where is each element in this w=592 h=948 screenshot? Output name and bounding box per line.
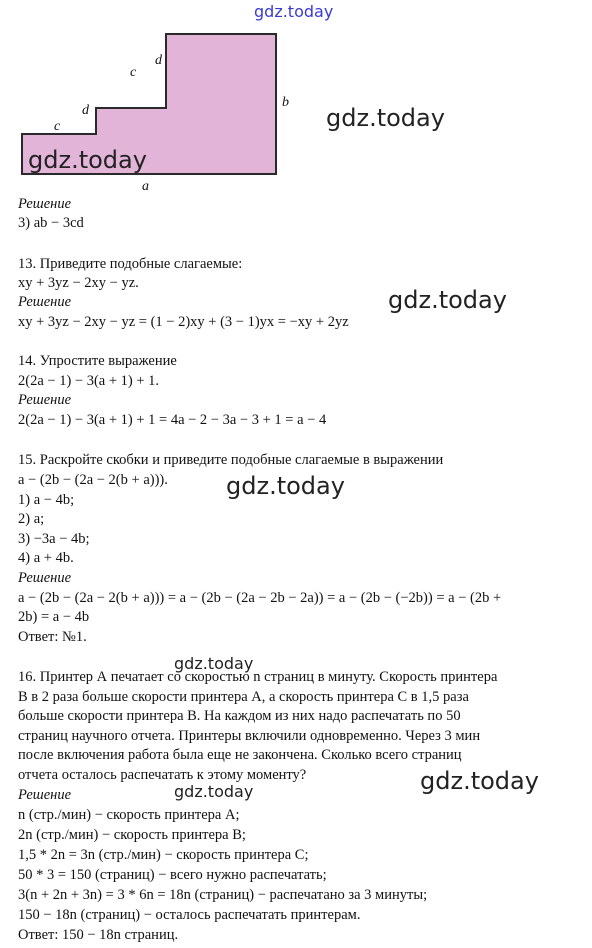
answer-15: Ответ: №1. — [18, 629, 87, 645]
watermark-p16-right: gdz.today — [420, 767, 539, 795]
task-15-title: 15. Раскройте скобки и приведите подобные слагаемые в выражении — [18, 452, 444, 468]
task-16-line-6: отчета осталось распечатать к этому моменту? — [18, 767, 307, 783]
task-16-line-3: больше скорости принтера В. На каждом из них надо распечатать по 50 — [18, 708, 461, 724]
solution-heading-13: Решение — [18, 294, 72, 310]
task-15-option-3: 3) −3a − 4b; — [18, 531, 90, 547]
staircase-figure — [14, 30, 314, 200]
answer-16: Ответ: 150 − 18n страниц. — [18, 927, 179, 943]
label-c-bottom: c — [54, 119, 61, 134]
task-15-option-1: 1) a − 4b; — [18, 492, 75, 508]
watermark-p16-top: gdz.today — [174, 654, 254, 673]
solution-16-line-1: n (стр./мин) − скорость принтера А; — [18, 807, 240, 823]
task-15-option-2: 2) a; — [18, 511, 45, 527]
solution-13: xy + 3yz − 2xy − yz = (1 − 2)xy + (3 − 1)yx = −xy + 2yz — [18, 314, 349, 330]
solution-15-line-2: 2b) = a − 4b — [18, 609, 90, 625]
task-14-title: 14. Упростите выражение — [18, 353, 177, 369]
task-14-expression: 2(2a − 1) − 3(a + 1) + 1. — [18, 373, 160, 389]
task-13-expression: xy + 3yz − 2xy − yz. — [18, 275, 139, 291]
task-15-option-4: 4) a + 4b. — [18, 550, 74, 566]
label-d-bottom: d — [82, 103, 89, 118]
solution-heading-14: Решение — [18, 392, 72, 408]
solution-16-line-6: 150 − 18n (страниц) − осталось распечатать принтерам. — [18, 907, 361, 923]
watermark-p13: gdz.today — [388, 286, 507, 314]
label-b: b — [282, 95, 289, 110]
solution-14: 2(2a − 1) − 3(a + 1) + 1 = 4a − 2 − 3a − 3 + 1 = a − 4 — [18, 412, 327, 428]
task-13-title: 13. Приведите подобные слагаемые: — [18, 256, 243, 272]
watermark-p16-solution: gdz.today — [174, 782, 254, 801]
task-15-expression: a − (2b − (2a − 2(b + a))). — [18, 472, 168, 488]
solution-16-line-4: 50 * 3 = 150 (страниц) − всего нужно распечатать; — [18, 867, 327, 883]
solution-16-line-2: 2n (стр./мин) − скорость принтера В; — [18, 827, 246, 843]
label-a: a — [142, 179, 149, 194]
watermark-top: gdz.today — [254, 2, 334, 21]
watermark-figure-right: gdz.today — [326, 104, 445, 132]
task-16-line-5: после включения работа была еще не закончена. Сколько всего страниц — [18, 747, 462, 763]
watermark-figure-left: gdz.today — [28, 146, 147, 174]
label-c-top: c — [130, 65, 137, 80]
label-d-top: d — [155, 53, 162, 68]
answer-12: 3) ab − 3cd — [18, 215, 84, 231]
solution-heading-12: Решение — [18, 196, 72, 212]
task-16-line-4: страниц научного отчета. Принтеры включили одновременно. Через 3 мин — [18, 728, 481, 744]
solution-15-line-1: a − (2b − (2a − 2(b + a))) = a − (2b − (2a − 2b − 2a)) = a − (2b − (−2b)) = a − (2b + — [18, 590, 502, 606]
solution-heading-15: Решение — [18, 570, 72, 586]
task-16-line-2: В в 2 раза больше скорости принтера А, а скорость принтера С в 1,5 раза — [18, 689, 469, 705]
task-16-line-1: 16. Принтер А печатает со скоростью n страниц в минуту. Скорость принтера — [18, 669, 498, 685]
solution-16-line-5: 3(n + 2n + 3n) = 3 * 6n = 18n (страниц) − распечатано за 3 минуты; — [18, 887, 428, 903]
solution-heading-16: Решение — [18, 787, 72, 803]
watermark-p15: gdz.today — [226, 472, 345, 500]
solution-16-line-3: 1,5 * 2n = 3n (стр./мин) − скорость принтера С; — [18, 847, 309, 863]
